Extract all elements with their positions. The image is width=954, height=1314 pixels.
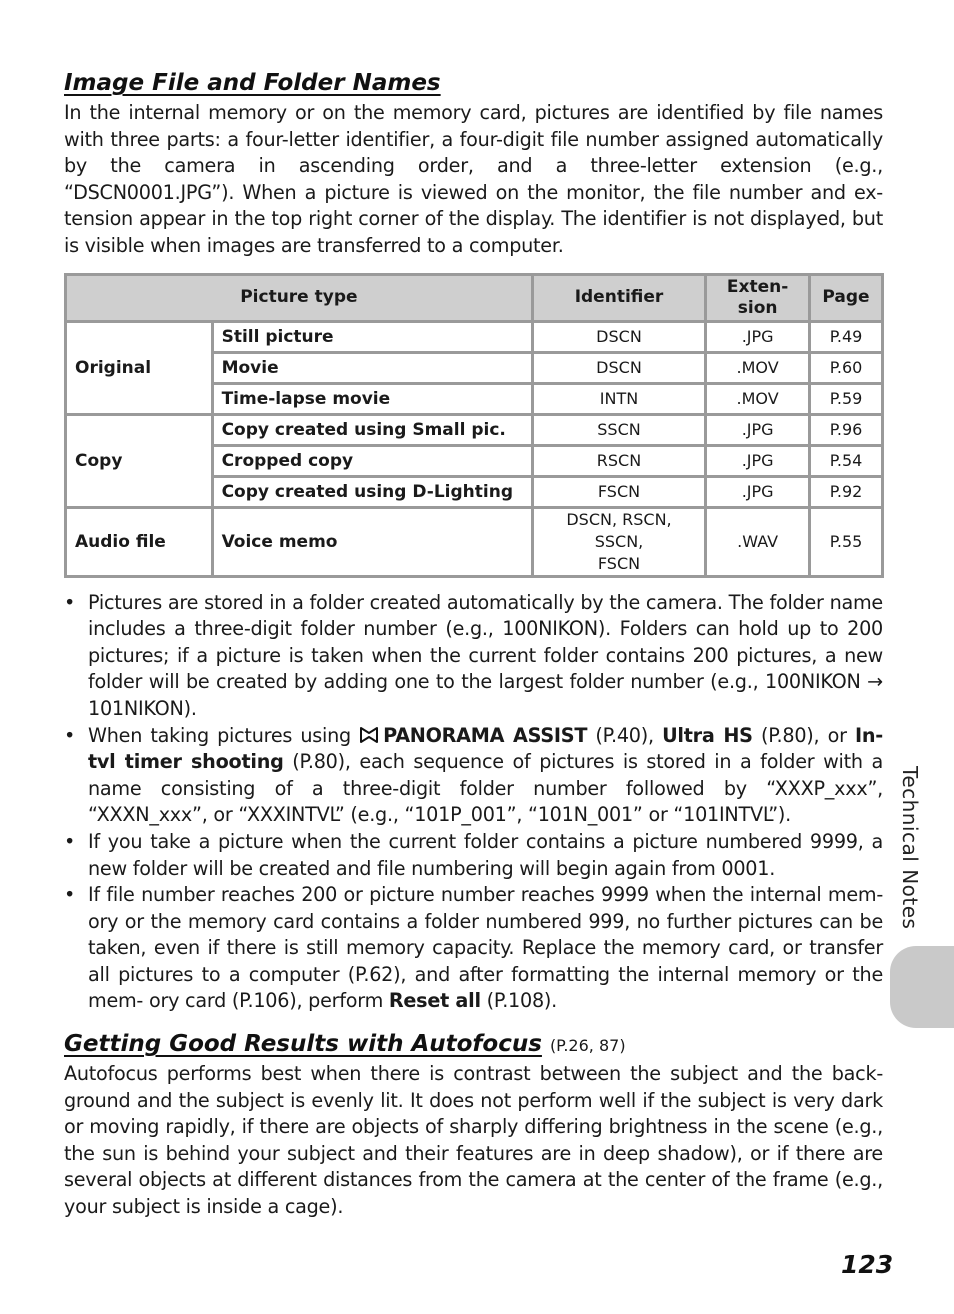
reset-all-label: Reset all (388, 989, 481, 1013)
chapter-tab (890, 946, 954, 1028)
bullet-text: If you take a picture when the current folder contains a picture numbered 9999, a new folder will be created and file numbering will begin again from 0001. (88, 829, 883, 880)
extension-cell: .JPG (706, 414, 810, 445)
bullet-text: (P.80), or (752, 723, 855, 747)
identifier-cell: RSCN (532, 445, 705, 476)
page-cell: P.54 (810, 445, 883, 476)
header-picture-type: Picture type (66, 274, 533, 321)
header-identifier: Identifier (532, 274, 705, 321)
identifier-cell: FSCN (532, 476, 705, 507)
page-cell: P.60 (810, 352, 883, 383)
page-reference: (P.26, 87) (549, 1036, 626, 1056)
table-row (66, 414, 883, 445)
group-label: Copy (66, 414, 213, 507)
ultra-hs-label: Ultra HS (662, 723, 753, 747)
bullet-text: (P.80), each sequence of pictures is stored in a folder with a name consisting of a three-digit folder number followed by “XXXP_xxx”, “XXXN_xxx”, or “XXXINTVL” (e.g., “101P_001”, “101N_001” or “101INTVL”). (88, 750, 883, 827)
file-name-table (64, 273, 884, 578)
header-page: Page (810, 274, 883, 321)
page-content (64, 66, 883, 1221)
picture-type-cell: Time-lapse movie (212, 383, 532, 414)
extension-cell: .JPG (706, 321, 810, 352)
list-item (64, 829, 883, 882)
section-title-autofocus: Getting Good Results with Autofocus (64, 1031, 542, 1058)
table-header-row (66, 274, 883, 321)
picture-type-cell: Cropped copy (212, 445, 532, 476)
list-item (64, 882, 883, 1015)
extension-cell: .JPG (706, 476, 810, 507)
extension-cell: .MOV (706, 383, 810, 414)
identifier-cell: INTN (532, 383, 705, 414)
page-cell: P.59 (810, 383, 883, 414)
page-cell: P.96 (810, 414, 883, 445)
header-extension-line2: sion (737, 297, 778, 318)
autofocus-heading (64, 1027, 883, 1061)
extension-cell: .WAV (706, 507, 810, 576)
page-number: 123 (841, 1250, 894, 1279)
picture-type-cell: Copy created using Small pic. (212, 414, 532, 445)
bullet-text: If file number reaches 200 or picture number reaches 9999 when the internal mem- ory or the memory card contains a folder numbered 999, no further pictures can be taken, even if there is still memory capacity. Replace the memory card, or transfer all pictures to a computer (P.62), and after formatting the internal memory or the mem- ory card (P.106), perform (88, 883, 883, 1013)
picture-type-cell: Copy created using D-Lighting (212, 476, 532, 507)
identifier-cell: DSCN (532, 321, 705, 352)
identifier-cell (532, 507, 705, 576)
header-extension (706, 274, 810, 321)
picture-type-cell: Movie (212, 352, 532, 383)
chapter-label: Technical Notes (898, 766, 922, 930)
section-title-file-names: Image File and Folder Names (64, 70, 441, 96)
header-extension-line1: Exten- (726, 276, 789, 297)
section-intro: In the internal memory or on the memory card, pictures are identified by file names with three parts: a four-letter identifier, a four-digit file number assigned automatically by the camera in ascending order, and a three-letter extension (e.g., “DSCN0001.JPG”). When a picture is viewed on the monitor, the file number and ex- tension appear in the top right corner of the display. The identifier is not displayed, but is visible when images are transferred to a computer. (64, 101, 883, 257)
identifier-cell: SSCN (532, 414, 705, 445)
folder-notes-list (64, 590, 883, 1016)
bullet-text: (P.40), (587, 723, 663, 747)
panorama-assist-label: PANORAMA ASSIST (383, 723, 588, 747)
identifier-line2: FSCN (597, 553, 641, 573)
identifier-line1: DSCN, RSCN, SSCN, (566, 509, 672, 551)
bullet-text: When taking pictures using (88, 723, 360, 747)
panorama-icon (359, 726, 379, 744)
autofocus-section (64, 1027, 883, 1221)
table-row (66, 321, 883, 352)
table-row (66, 507, 883, 576)
extension-cell: .MOV (706, 352, 810, 383)
bullet-text: (P.108). (480, 989, 558, 1013)
bullet-text: Pictures are stored in a folder created automatically by the camera. The folder name includes a three-digit folder number (e.g., 100NIKON). Folders can hold up to 200 pictures; if a picture is taken when the current folder contains 200 pictures, a new folder will be created by adding one to the largest folder number (e.g., 100NIKON → 101NIKON). (88, 590, 883, 720)
page-cell: P.92 (810, 476, 883, 507)
autofocus-body: Autofocus performs best when there is contrast between the subject and the back- ground and the subject is evenly lit. It does not perform well if the subject is very dark or moving rapidly, if there are objects of sharply differing brightness in the scene (e.g., the sun is behind your subject and their features are in deep shadow), or if there are several objects at different distances from the camera at the center of the frame (e.g., your subject is inside a cage). (64, 1062, 883, 1219)
page-cell: P.49 (810, 321, 883, 352)
picture-type-cell: Voice memo (212, 507, 532, 576)
identifier-cell: DSCN (532, 352, 705, 383)
list-item (64, 590, 883, 723)
list-item (64, 723, 883, 829)
picture-type-cell: Still picture (212, 321, 532, 352)
group-label: Audio file (66, 507, 213, 576)
page-cell: P.55 (810, 507, 883, 576)
interval-timer-label: In- tvl timer shooting (88, 723, 883, 774)
extension-cell: .JPG (706, 445, 810, 476)
group-label: Original (66, 321, 213, 414)
